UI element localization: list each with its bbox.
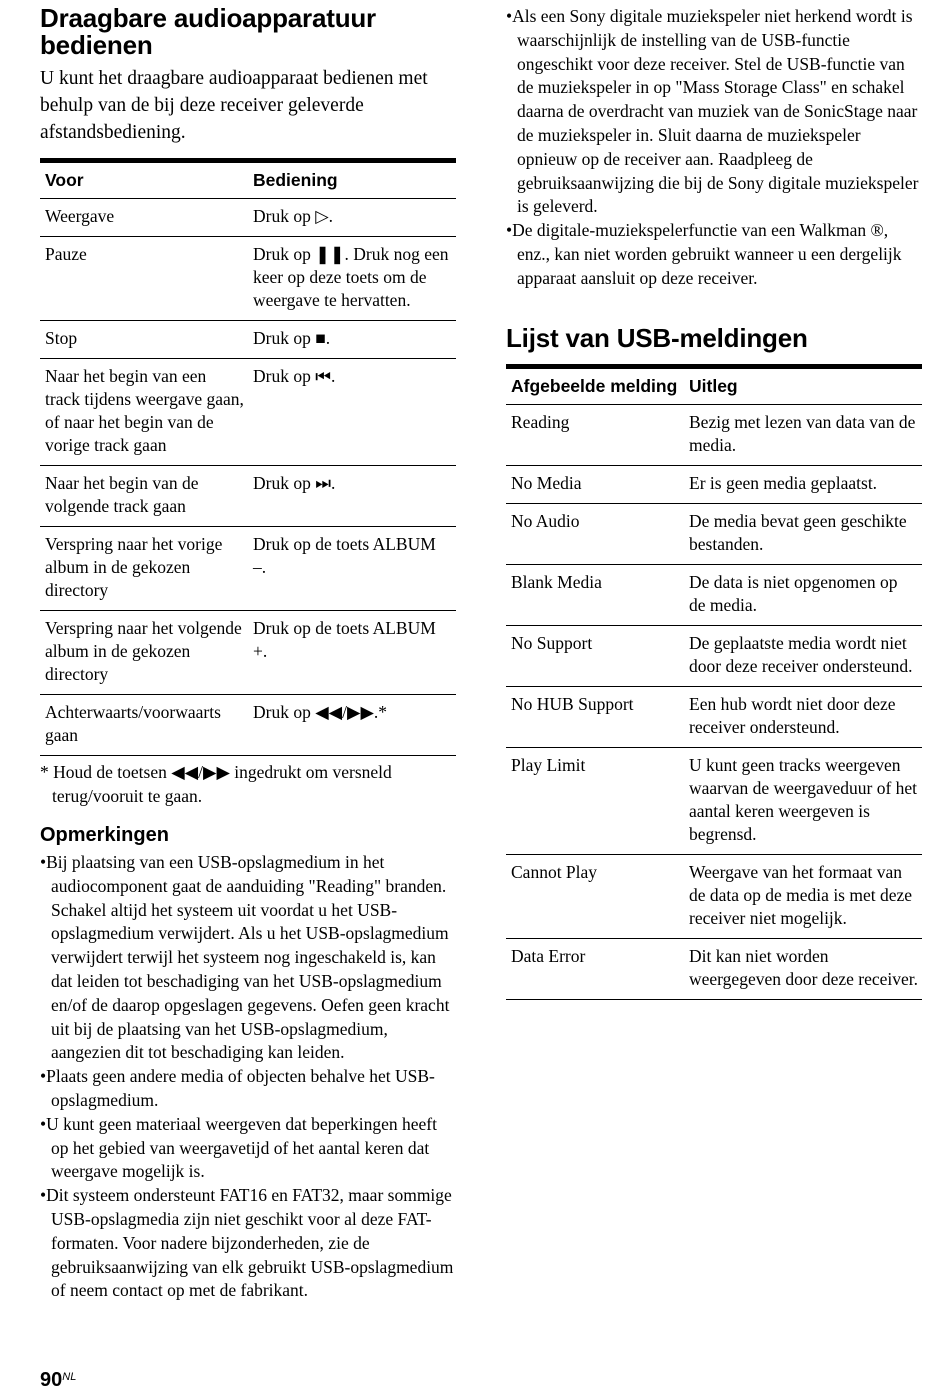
cell-bediening: Druk op ❚❚. Druk nog een keer op deze toets om de weergave te hervatten.: [248, 237, 456, 321]
header-uitleg: Uitleg: [689, 375, 738, 396]
table-row: [506, 564, 922, 625]
list-item: •Bij plaatsing van een USB-opslagmedium in het audiocomponent gaat de aanduiding "Reading" branden. Schakel altijd het systeem uit voordat u het USB-opslagmedium verwijdert. Als u het USB-opslagmedium verwijdert terwijl het systeem nog ingeschakeld is, kan dat leiden tot beschadiging van het USB-opslagmedium en/of de daarop opgeslagen gegevens. Oefen geen kracht uit bij de plaatsing van het USB-opslagmedium, aangezien dit tot beschadiging kan leiden.: [40, 852, 450, 1063]
usb-messages-table: [506, 364, 922, 1000]
table-row: [40, 611, 456, 695]
cell-melding: Data Error: [506, 938, 684, 999]
cell-voor: Achterwaarts/voorwaarts gaan: [40, 695, 248, 756]
cell-bediening: Druk op ■.: [248, 321, 456, 359]
cell-melding: Blank Media: [506, 564, 684, 625]
list-item: •U kunt geen materiaal weergeven dat beperkingen heeft op het gebied van weergavetijd of het aantal keren dat weergave mogelijk is.: [40, 1113, 437, 1182]
table-row: [40, 527, 456, 611]
table-row: [506, 625, 922, 686]
page-number-value: 90: [40, 1369, 63, 1391]
table-row: [40, 695, 456, 756]
cell-uitleg: De media bevat geen geschikte bestanden.: [684, 503, 922, 564]
right-column: [506, 0, 922, 1000]
cell-uitleg: Er is geen media geplaatst.: [684, 465, 922, 503]
cell-uitleg: Dit kan niet worden weergegeven door deze receiver.: [684, 938, 922, 999]
table-row: [40, 466, 456, 527]
cell-bediening: Druk op ▷.: [248, 199, 456, 237]
table-row: [40, 237, 456, 321]
table-row: [506, 686, 922, 747]
cell-uitleg: U kunt geen tracks weergeven waarvan de weergaveduur of het aantal keren weergeven is begrensd.: [684, 747, 922, 854]
list-item: •Dit systeem ondersteunt FAT16 en FAT32, maar sommige USB-opslagmedia zijn niet geschikt voor al deze FAT-formaten. Voor nadere bijzonderheden, zie de gebruiksaanwijzing van elk gebruikt USB-opslagmedium of neem contact op met de fabrikant.: [40, 1185, 454, 1301]
table-header-row: [40, 161, 456, 199]
cell-voor: Verspring naar het volgende album in de gekozen directory: [40, 611, 248, 695]
cell-voor: Weergave: [40, 199, 248, 237]
left-column: [40, 0, 456, 1303]
list-item: •Plaats geen andere media of objecten behalve het USB-opslagmedium.: [40, 1066, 435, 1110]
table-header-row: [506, 366, 922, 404]
cell-melding: Reading: [506, 404, 684, 465]
operation-table: [40, 158, 456, 756]
cell-voor: Verspring naar het vorige album in de gekozen directory: [40, 527, 248, 611]
cell-melding: No Audio: [506, 503, 684, 564]
cell-melding: Play Limit: [506, 747, 684, 854]
table-row: [40, 359, 456, 466]
cell-bediening: Druk op de toets ALBUM +.: [248, 611, 456, 695]
table-row: [506, 938, 922, 999]
cell-uitleg: Een hub wordt niet door deze receiver ondersteund.: [684, 686, 922, 747]
cell-uitleg: De data is niet opgenomen op de media.: [684, 564, 922, 625]
list-item: •De digitale-muziekspelerfunctie van een Walkman ®, enz., kan niet worden gebruikt wanneer u een dergelijk apparaat aansluit op deze receiver.: [506, 220, 902, 288]
table-row: [506, 854, 922, 938]
cell-voor: Stop: [40, 321, 248, 359]
table-footnote: * Houd de toetsen ◀◀/▶▶ ingedrukt om versneld terug/vooruit te gaan.: [40, 762, 392, 806]
cell-bediening: Druk op ⏭.: [248, 466, 456, 527]
cell-voor: Naar het begin van de volgende track gaan: [40, 466, 248, 527]
continued-notes-list: [506, 5, 922, 291]
table-row: [506, 503, 922, 564]
cell-uitleg: Bezig met lezen van data van de media.: [684, 404, 922, 465]
cell-melding: Cannot Play: [506, 854, 684, 938]
header-voor: Voor: [45, 170, 84, 190]
table-row: [506, 747, 922, 854]
cell-melding: No Support: [506, 625, 684, 686]
notes-heading: Opmerkingen: [40, 824, 169, 846]
table-row: [40, 321, 456, 359]
header-bediening: Bediening: [253, 170, 338, 190]
cell-uitleg: Weergave van het formaat van de data op de media is met deze receiver niet mogelijk.: [684, 854, 922, 938]
header-melding: Afgebeelde melding: [511, 375, 678, 396]
cell-bediening: Druk op ◀◀/▶▶.*: [248, 695, 456, 756]
section-title-usb-messages: Lijst van USB-meldingen: [506, 322, 808, 353]
table-row: [40, 199, 456, 237]
notes-list: [40, 851, 456, 1303]
table-row: [506, 465, 922, 503]
cell-bediening: Druk op ⏮.: [248, 359, 456, 466]
intro-paragraph: U kunt het draagbare audioapparaat bedienen met behulp van de bij deze receiver geleverde afstandsbediening.: [40, 68, 428, 143]
list-item: •Als een Sony digitale muziekspeler niet herkend wordt is waarschijnlijk de instelling van de USB-functie ongeschikt voor deze receiver. Stel de USB-functie van de muziekspeler in op "Mass Storage Class" en schakel daarna de overdracht van muziek van de SonicStage naar de muziekspeler in. Sluit daarna de muziekspeler opnieuw op de receiver aan. Raadpleeg de gebruiksaanwijzing die bij de Sony digitale muziekspeler is geleverd.: [506, 6, 919, 217]
cell-bediening: Druk op de toets ALBUM –.: [248, 527, 456, 611]
page-number: [40, 1369, 76, 1392]
table-row: [506, 404, 922, 465]
cell-melding: No Media: [506, 465, 684, 503]
page-language-code: NL: [62, 1371, 77, 1383]
cell-voor: Naar het begin van een track tijdens weergave gaan, of naar het begin van de vorige track gaan: [40, 359, 248, 466]
section-title-portable-audio: Draagbare audioapparatuur bedienen: [40, 3, 376, 60]
cell-voor: Pauze: [40, 237, 248, 321]
cell-melding: No HUB Support: [506, 686, 684, 747]
cell-uitleg: De geplaatste media wordt niet door deze receiver ondersteund.: [684, 625, 922, 686]
